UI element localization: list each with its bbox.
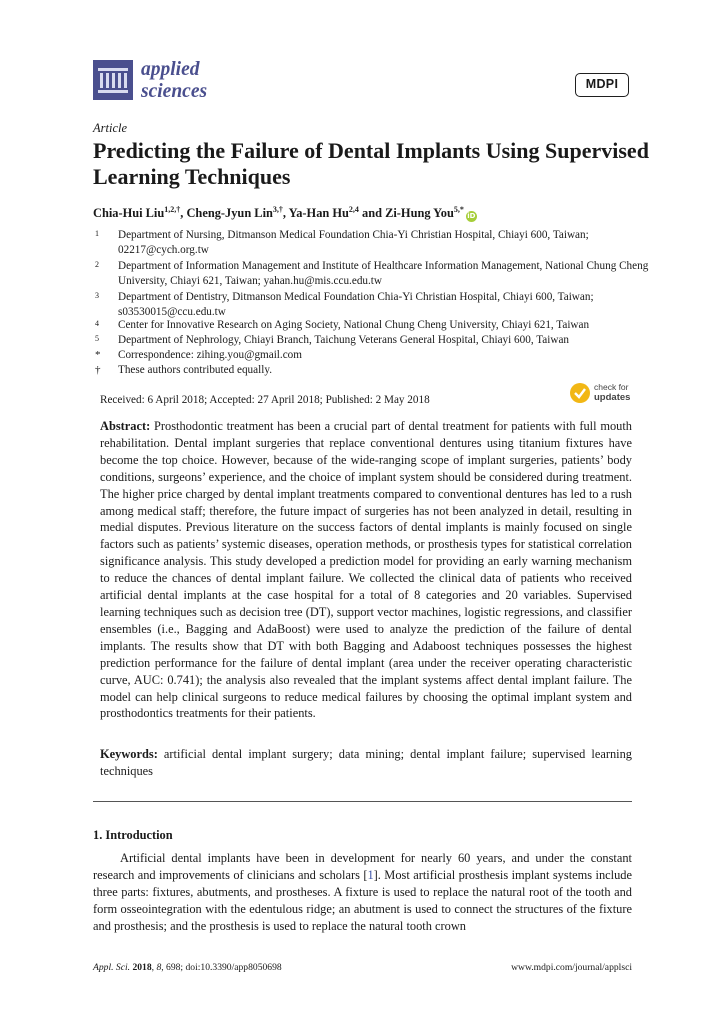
author-separator: and <box>358 206 386 221</box>
footer-year: 2018 <box>132 962 152 973</box>
check-icon <box>570 383 590 403</box>
author-separator: , <box>180 206 187 221</box>
footer-url[interactable]: www.mdpi.com/journal/applsci <box>511 962 632 973</box>
check-label-line1: check for <box>594 382 629 392</box>
publisher-logo: MDPI <box>575 73 629 97</box>
affiliation-text: Department of Nursing, Ditmanson Medical Foundation Chia-Yi Christian Hospital, Chiayi 600, Taiwan; 02217@cych.org.tw <box>118 229 589 256</box>
author-name: Cheng-Jyun Lin <box>186 206 273 221</box>
check-label-line2: updates <box>594 392 631 403</box>
author-list <box>93 205 477 222</box>
intro-text: Artificial dental implants have been in development for nearly 60 years, and under the constant research and improvements of clinicians and scholars [ <box>93 851 632 882</box>
affiliation-item <box>93 228 653 258</box>
introduction-paragraph <box>93 850 632 935</box>
keywords-text: artificial dental implant surgery; data mining; dental implant failure; supervised learning techniques <box>100 747 632 778</box>
correspondence-text: Correspondence: zihing.you@gmail.com <box>118 349 302 361</box>
author-name: Chia-Hui Liu <box>93 206 165 221</box>
affiliation-mark: 2 <box>95 260 99 269</box>
journal-name <box>141 59 207 103</box>
article-type: Article <box>93 121 128 135</box>
affiliation-text: Department of Nephrology, Chiayi Branch, Taichung Veterans General Hospital, Chiayi 600, Taiwan <box>118 334 569 346</box>
affiliation-text: Department of Dentistry, Ditmanson Medical Foundation Chia-Yi Christian Hospital, Chiayi 600, Taiwan; s03530015@ccu.edu.tw <box>118 291 594 318</box>
author-name: Zi-Hung You <box>385 206 454 221</box>
affiliation-item <box>93 318 653 333</box>
abstract-text: Prosthodontic treatment has been a crucial part of dental treatment for patients with full mouth rehabilitation. Dental implant surgeries that replace conventional dentures using titanium fixtures have become the top choice. However, because of the wide-ranging scope of implant surgeries, patients’ body conditions, surgeons’ experience, and the choice of implant system should be considered during treatment. The higher price charged by dental implant treatments compared to conventional dentures has led to a rush among medical staff; therefore, the future impact of surgeries has not been analyzed in detail, resulting in medial disputes. Previous literature on the success factors of dental implants is mainly focused on single factors such as patients’ systemic diseases, operation methods, or prosthesis types for statistical correlation significance analysis. This study developed a prediction model for providing an early warning mechanism to reduce the chances of dental implant failure. We collected the clinical data of patients who received artificial dental implants at the case hospital for a total of 8 categories and 20 variables. Supervised learning techniques such as decision tree (DT), support vector machines, logistic regressions, and classifier ensembles (i.e., Bagging and AdaBoost) were used to analyze the prediction of the failure of dental implants. The results show that DT with both Bagging and Adaboost techniques possesses the highest prediction performance for the failure of dental implant (area under the receiver operating characteristic curve, AUC: 0.741); the analysis also revealed that the implant systems affect dental implant failure. The model can help clinical surgeons to reduce medical failures by choosing the optimal implant system and prosthodontics treatments for their patients. <box>100 419 632 721</box>
author-affiliation-marks: 1,2,† <box>164 205 181 214</box>
affiliation-mark: 5 <box>95 334 99 343</box>
citation-link[interactable]: 1 <box>367 868 374 882</box>
journal-name-line2: sciences <box>141 81 208 102</box>
footer-doi: , 698; doi:10.3390/app8050698 <box>161 962 282 973</box>
footer-journal: Appl. Sci. <box>93 962 131 973</box>
author-affiliation-marks: 5,* <box>453 205 464 214</box>
author-separator: , <box>282 206 289 221</box>
footer-citation: Appl. Sci. 2018, 8, 698; doi:10.3390/app8050698 <box>93 962 282 973</box>
author-affiliation-marks: 3,† <box>272 205 283 214</box>
section-divider <box>93 801 632 802</box>
author-name: Ya-Han Hu <box>288 206 349 221</box>
affiliation-item <box>93 290 653 320</box>
abstract-label: Abstract: <box>100 419 151 433</box>
footer-volume: 8 <box>156 962 162 973</box>
section-heading: 1. Introduction <box>93 828 173 842</box>
check-for-updates-badge[interactable] <box>570 381 640 409</box>
orcid-icon[interactable]: iD <box>467 212 476 221</box>
intro-text: ]. Most artificial prosthesis implant systems include three parts: fixtures, abutments, and prostheses. A fixture is used to replace the natural root of the tooth and form osseointegration with the edentulous ridge; an abutment is used to connect the structures of the fixture and prosthesis; and the prosthesis is used to replace the natural tooth crown <box>93 868 632 933</box>
affiliation-item <box>93 259 653 289</box>
affiliation-mark: 3 <box>95 291 99 300</box>
affiliation-mark: † <box>95 364 101 376</box>
publication-dates: Received: 6 April 2018; Accepted: 27 April 2018; Published: 2 May 2018 <box>100 394 430 406</box>
author-affiliation-marks: 2,4 <box>348 205 359 214</box>
keywords <box>100 746 632 780</box>
journal-logo <box>93 60 133 100</box>
affiliation-item <box>93 333 653 348</box>
paper-title: Predicting the Failure of Dental Implants Using Supervised Learning Techniques <box>93 138 649 189</box>
affiliation-item <box>93 348 653 363</box>
keywords-label: Keywords: <box>100 747 158 761</box>
equal-contribution-note: These authors contributed equally. <box>118 364 272 376</box>
affiliation-item <box>93 363 653 378</box>
affiliation-text: Center for Innovative Research on Aging Society, National Chung Cheng University, Chiayi 621, Taiwan <box>118 319 590 331</box>
affiliation-mark: 1 <box>95 229 99 238</box>
journal-name-line1: applied <box>141 59 200 80</box>
affiliation-mark: 4 <box>95 319 99 328</box>
affiliation-text: Department of Information Management and Institute of Healthcare Information Management, National Chung Cheng University, Chiayi 621, Taiwan; yahan.hu@mis.ccu.edu.tw <box>118 260 649 287</box>
abstract <box>100 418 632 722</box>
affiliation-mark: * <box>95 349 101 361</box>
